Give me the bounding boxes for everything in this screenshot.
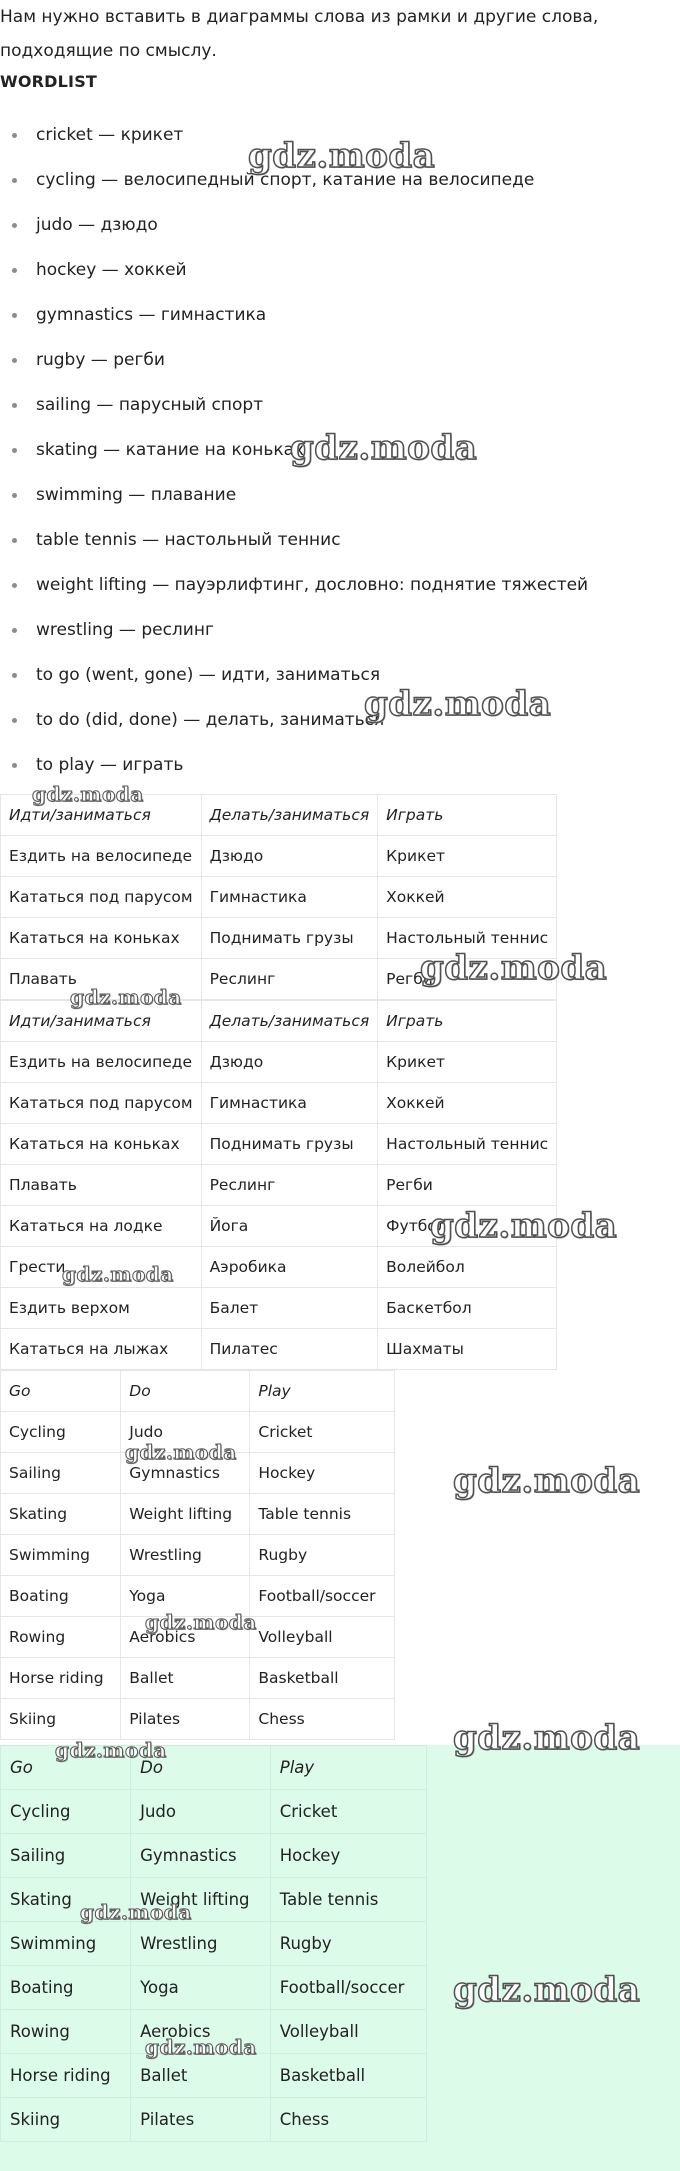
table-cell: Judo: [121, 1412, 250, 1453]
watermark: gdz.moda: [80, 1900, 192, 1924]
column-header: Делать/заниматься: [201, 795, 378, 836]
list-item: to play — играть: [0, 750, 588, 795]
table-cell: Swimming: [1, 1922, 131, 1966]
column-header: Играть: [378, 795, 557, 836]
table-cell: Аэробика: [201, 1247, 378, 1288]
list-item: swimming — плавание: [0, 480, 588, 525]
table-row: [1, 1617, 395, 1658]
table-cell: Wrestling: [131, 1922, 271, 1966]
table-row: [1, 1247, 557, 1288]
table-row: [1, 1535, 395, 1576]
table-cell: Skating: [1, 1878, 131, 1922]
table-cell: Настольный теннис: [378, 1124, 557, 1165]
watermark: gdz.moda: [145, 1610, 257, 1634]
table-cell: Кататься под парусом: [1, 1083, 202, 1124]
table-row: [1, 1966, 427, 2010]
column-header: Play: [270, 1746, 426, 1790]
table-row: [1, 1790, 427, 1834]
table-row: [1, 1206, 557, 1247]
table-cell: Плавать: [1, 959, 202, 1000]
table-cell: Horse riding: [1, 2054, 131, 2098]
table-english-answer: [0, 1745, 427, 2142]
table-cell: Cricket: [270, 1790, 426, 1834]
column-header: Идти/заниматься: [1, 795, 202, 836]
table-cell: Chess: [270, 2098, 426, 2142]
table-cell: Хоккей: [378, 1083, 557, 1124]
table-cell: Кататься под парусом: [1, 877, 202, 918]
watermark: gdz.moda: [453, 1718, 641, 1758]
table-row: [1, 1412, 395, 1453]
table-cell: Плавать: [1, 1165, 202, 1206]
table-row: [1, 877, 557, 918]
table-cell: Rowing: [1, 1617, 121, 1658]
watermark: gdz.moda: [125, 1440, 237, 1464]
list-item: cricket — крикет: [0, 120, 588, 165]
table-cell: Weight lifting: [131, 1878, 271, 1922]
table-cell: Крикет: [378, 1042, 557, 1083]
table-cell: Rowing: [1, 2010, 131, 2054]
table-row: [1, 1878, 427, 1922]
list-item: sailing — парусный спорт: [0, 390, 588, 435]
table-row: [1, 1576, 395, 1617]
table-cell: Gymnastics: [121, 1453, 250, 1494]
table-cell: Футбол: [378, 1206, 557, 1247]
table-cell: Крикет: [378, 836, 557, 877]
watermark: gdz.moda: [453, 1970, 641, 2010]
table-cell: Skiing: [1, 1699, 121, 1740]
list-item: to go (went, gone) — идти, заниматься: [0, 660, 588, 705]
table-cell: Swimming: [1, 1535, 121, 1576]
table-english: [0, 1370, 395, 1740]
table-row: [1, 2098, 427, 2142]
wordlist: [0, 120, 588, 795]
table-cell: Basketball: [270, 2054, 426, 2098]
table-cell: Football/soccer: [250, 1576, 395, 1617]
table-cell: Шахматы: [378, 1329, 557, 1370]
table-cell: Skating: [1, 1494, 121, 1535]
table-cell: Chess: [250, 1699, 395, 1740]
column-header: Do: [121, 1371, 250, 1412]
table-row: [1, 2010, 427, 2054]
list-item: rugby — регби: [0, 345, 588, 390]
table-row: [1, 1922, 427, 1966]
watermark: gdz.moda: [62, 1262, 174, 1286]
list-item: skating — катание на коньках: [0, 435, 588, 480]
watermark: gdz.moda: [430, 1206, 618, 1246]
watermark: gdz.moda: [290, 428, 478, 468]
column-header: Go: [1, 1371, 121, 1412]
table-cell: Регби: [378, 959, 557, 1000]
watermark: gdz.moda: [248, 136, 436, 176]
table-cell: Rugby: [270, 1922, 426, 1966]
table-cell: Поднимать грузы: [201, 1124, 378, 1165]
table-row: [1, 836, 557, 877]
table-cell: Ездить верхом: [1, 1288, 202, 1329]
table-cell: Хоккей: [378, 877, 557, 918]
list-item: cycling — велосипедный спорт, катание на велосипеде: [0, 165, 588, 210]
list-item: hockey — хоккей: [0, 255, 588, 300]
table-row: [1, 1494, 395, 1535]
table-cell: Pilates: [131, 2098, 271, 2142]
list-item: gymnastics — гимнастика: [0, 300, 588, 345]
table-cell: Judo: [131, 1790, 271, 1834]
table-cell: Aerobics: [121, 1617, 250, 1658]
list-item: to do (did, done) — делать, заниматься: [0, 705, 588, 750]
table-row: [1, 1165, 557, 1206]
table-russian-short: [0, 794, 557, 1000]
table-cell: Rugby: [250, 1535, 395, 1576]
list-item: weight lifting — пауэрлифтинг, дословно: поднятие тяжестей: [0, 570, 588, 615]
table-cell: Дзюдо: [201, 1042, 378, 1083]
table-row: [1, 1124, 557, 1165]
watermark: gdz.moda: [55, 1738, 167, 1762]
table-cell: Cycling: [1, 1790, 131, 1834]
table-row: [1, 1288, 557, 1329]
table-cell: Настольный теннис: [378, 918, 557, 959]
table-cell: Hockey: [270, 1834, 426, 1878]
table-cell: Weight lifting: [121, 1494, 250, 1535]
table-cell: Volleyball: [250, 1617, 395, 1658]
table-row: [1, 1083, 557, 1124]
table-cell: Регби: [378, 1165, 557, 1206]
table-cell: Ездить на велосипеде: [1, 836, 202, 877]
table-cell: Cycling: [1, 1412, 121, 1453]
intro-text: Нам нужно вставить в диаграммы слова из рамки и другие слова, подходящие по смыслу.: [0, 7, 599, 61]
table-russian-full: [0, 1000, 557, 1370]
table-cell: Ballet: [121, 1658, 250, 1699]
table-row: [1, 959, 557, 1000]
table-cell: Реслинг: [201, 959, 378, 1000]
table-cell: Wrestling: [121, 1535, 250, 1576]
table-row: [1, 1834, 427, 1878]
watermark: gdz.moda: [70, 985, 182, 1009]
table-cell: Кататься на коньках: [1, 918, 202, 959]
table-cell: Кататься на лодке: [1, 1206, 202, 1247]
list-item: table tennis — настольный теннис: [0, 525, 588, 570]
watermark: gdz.moda: [420, 948, 608, 988]
table-cell: Cricket: [250, 1412, 395, 1453]
list-item: judo — дзюдо: [0, 210, 588, 255]
table-cell: Кататься на лыжах: [1, 1329, 202, 1370]
column-header: Играть: [378, 1001, 557, 1042]
table-cell: Гимнастика: [201, 1083, 378, 1124]
watermark: gdz.moda: [453, 1461, 641, 1501]
table-cell: Boating: [1, 1966, 131, 2010]
table-cell: Поднимать грузы: [201, 918, 378, 959]
table-cell: Кататься на коньках: [1, 1124, 202, 1165]
table-cell: Гимнастика: [201, 877, 378, 918]
table-cell: Football/soccer: [270, 1966, 426, 2010]
table-row: [1, 918, 557, 959]
table-cell: Pilates: [121, 1699, 250, 1740]
table-cell: Дзюдо: [201, 836, 378, 877]
table-cell: Ballet: [131, 2054, 271, 2098]
table-row: [1, 1699, 395, 1740]
table-cell: Yoga: [131, 1966, 271, 2010]
table-row: [1, 2054, 427, 2098]
table-row: [1, 1658, 395, 1699]
table-cell: Реслинг: [201, 1165, 378, 1206]
watermark: gdz.moda: [364, 684, 552, 724]
table-header-row: [1, 1001, 557, 1042]
table-cell: Пилатес: [201, 1329, 378, 1370]
table-cell: Table tennis: [270, 1878, 426, 1922]
table-cell: Волейбол: [378, 1247, 557, 1288]
list-item: wrestling — реслинг: [0, 615, 588, 660]
table-cell: Volleyball: [270, 2010, 426, 2054]
column-header: Go: [1, 1746, 131, 1790]
table-cell: Aerobics: [131, 2010, 271, 2054]
column-header: Play: [250, 1371, 395, 1412]
table-header-row: [1, 1746, 427, 1790]
table-header-row: [1, 1371, 395, 1412]
table-cell: Yoga: [121, 1576, 250, 1617]
table-cell: Sailing: [1, 1834, 131, 1878]
table-cell: Boating: [1, 1576, 121, 1617]
table-cell: Баскетбол: [378, 1288, 557, 1329]
table-cell: Sailing: [1, 1453, 121, 1494]
watermark: gdz.moda: [32, 782, 144, 806]
table-cell: Ездить на велосипеде: [1, 1042, 202, 1083]
table-cell: Gymnastics: [131, 1834, 271, 1878]
table-cell: Грести: [1, 1247, 202, 1288]
table-cell: Йога: [201, 1206, 378, 1247]
column-header: Идти/заниматься: [1, 1001, 202, 1042]
column-header: Делать/заниматься: [201, 1001, 378, 1042]
table-cell: Horse riding: [1, 1658, 121, 1699]
table-row: [1, 1453, 395, 1494]
table-cell: Skiing: [1, 2098, 131, 2142]
table-cell: Basketball: [250, 1658, 395, 1699]
table-header-row: [1, 795, 557, 836]
watermark: gdz.moda: [145, 2035, 257, 2059]
table-cell: Балет: [201, 1288, 378, 1329]
column-header: Do: [131, 1746, 271, 1790]
table-cell: Hockey: [250, 1453, 395, 1494]
table-row: [1, 1329, 557, 1370]
wordlist-heading: WORDLIST: [0, 72, 98, 91]
table-row: [1, 1042, 557, 1083]
table-cell: Table tennis: [250, 1494, 395, 1535]
